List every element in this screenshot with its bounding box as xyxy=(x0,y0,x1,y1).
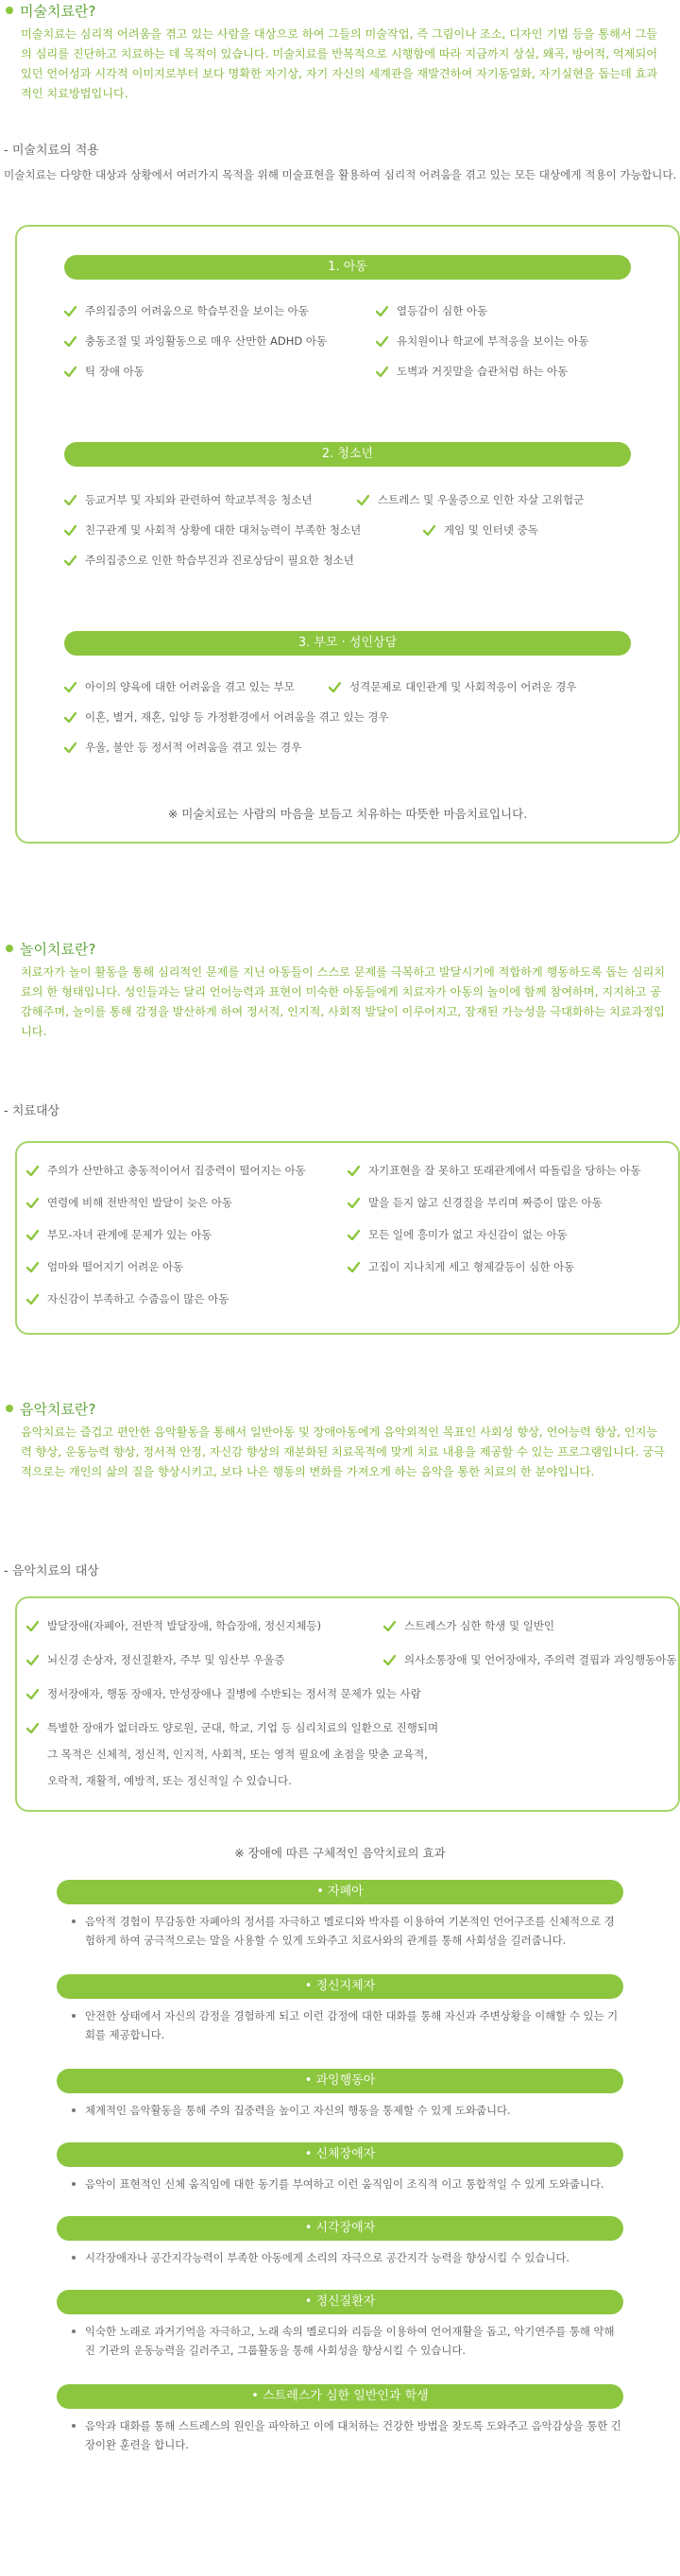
effect-pill: • 정신질환자 xyxy=(57,2290,623,2314)
check-icon xyxy=(26,1655,39,1665)
check-icon xyxy=(26,1262,39,1272)
list-item: 스트레스 및 우울증으로 인한 자살 고위험군 xyxy=(357,491,584,508)
list-item: 엄마와 떨어지기 어려운 아동 xyxy=(26,1258,183,1275)
effect-pill: • 자폐아 xyxy=(57,1880,623,1904)
effect-pill: • 시각장애자 xyxy=(57,2216,623,2241)
group-teen-pill-wrap xyxy=(64,442,631,467)
list-item: 아이의 양육에 대한 어려움을 겪고 있는 부모 xyxy=(64,678,295,695)
check-icon xyxy=(64,525,76,536)
effect-item xyxy=(0,2069,680,2142)
play-target-box xyxy=(15,1141,680,1335)
check-icon xyxy=(26,1166,39,1176)
check-icon xyxy=(26,1621,39,1631)
music-effects-note: ※ 장애에 따른 구체적인 음악치료의 효과 xyxy=(234,1846,446,1860)
list-item: 열등감이 심한 아동 xyxy=(376,302,487,319)
effect-item xyxy=(0,1974,680,2069)
check-icon xyxy=(64,742,76,753)
check-icon xyxy=(348,1262,360,1272)
list-item-continued: 오락적, 재활적, 예방적, 또는 정신적일 수 있습니다. xyxy=(47,1774,292,1787)
music-target xyxy=(0,1562,680,1581)
check-icon xyxy=(329,682,341,692)
effect-item xyxy=(0,2290,680,2384)
check-icon xyxy=(376,336,388,347)
check-icon xyxy=(26,1689,39,1699)
check-icon xyxy=(383,1655,396,1665)
effect-text: 음악이 표현적인 신체 움직임에 대한 동기를 부여하고 이런 움직임이 조직적 이고 통합적일 수 있게 도와줍니다. xyxy=(57,2175,623,2193)
group-child-pill-wrap xyxy=(64,255,631,280)
play-target-title: - 치료대상 xyxy=(4,1104,60,1118)
list-item: 부모-자녀 관계에 문제가 있는 아동 xyxy=(26,1226,212,1243)
effect-pill: • 스트레스가 심한 일반인과 학생 xyxy=(57,2384,623,2409)
list-item: 고집이 지나치게 세고 형제갈등이 심한 아동 xyxy=(348,1258,574,1275)
music-intro: 음악치료는 즐겁고 편안한 음악활동을 통해서 일반아동 및 장애아동에게 음악외적인 목표인 사회성 향상, 언어능력 향상, 인지능력 향상, 운동능력 향상, 정서적 안정, 자신감 향상의 재분화된 치료목적에 맞게 치료 내용을 제공할 수 있는 프로그램입니다. 궁극적으로는 개인의 삶의 질을 향상시키고, 보다 나은 행동의 변화를 가져오게 하는 음악을 통한 치료의 한 분야입니다. xyxy=(21,1425,665,1478)
group-pill-child: 1. 아동 xyxy=(64,255,631,280)
check-icon xyxy=(348,1166,360,1176)
effect-item xyxy=(0,2384,680,2479)
effect-item xyxy=(0,1880,680,1974)
check-icon xyxy=(64,712,76,723)
music-title-text: 음악치료란? xyxy=(20,1400,96,1418)
art-intro: 미술치료는 심리적 어려움을 겪고 있는 사람을 대상으로 하여 그들의 미술작업, 즉 그림이나 조소, 디자인 기법 등을 통해서 그들의 심리를 진단하고 치료하는 데 목적이 있습니다. 미술치료를 반복적으로 시행함에 따라 지금까지 상실, 왜곡, 방어적, 억제되어 있던 언어성과 시각적 이미지로부터 보다 명확한 자기상, 자기 자신의 세계관을 재발견하여 자기동일화, 자기실현을 돕는데 효과적인 치료방법입니다. xyxy=(21,27,658,100)
play-intro: 치료자가 놀이 활동을 통해 심리적인 문제를 지닌 아동들이 스스로 문제를 극복하고 발달시기에 적합하게 행동하도록 돕는 심리치료의 한 형태입니다. 성인들과는 달리 언어능력과 표현이 미숙한 아동들에게 치료자가 아동의 놀이에 함께 참여하며, 지지하고 공감해주며, 놀이를 통해 감정을 발산하게 하여 정서적, 인지적, 사회적 발달이 이루어지고, 잠재된 가능성을 극대화하는 치료과정입니다. xyxy=(21,965,666,1038)
check-icon xyxy=(64,367,76,377)
art-apply xyxy=(0,142,680,183)
art-apply-desc: 미술치료는 다양한 대상과 상황에서 여러가지 목적을 위해 미술표현을 활용하여 심리적 어려움을 겪고 있는 모든 대상에게 적용이 가능합니다. xyxy=(4,168,677,181)
list-item: 뇌신경 손상자, 정신질환자, 주부 및 임산부 우울증 xyxy=(26,1651,284,1668)
music-target-box xyxy=(15,1596,680,1812)
effect-text: 시각장애자나 공간지각능력이 부족한 아동에게 소리의 자극으로 공간지각 능력을 향상시킬 수 있습니다. xyxy=(57,2248,623,2267)
list-item: 스트레스가 심한 학생 및 일반인 xyxy=(383,1617,554,1634)
list-item: 유치원이나 학교에 부적응을 보이는 아동 xyxy=(376,333,588,350)
check-icon xyxy=(26,1198,39,1208)
art-apply-title: - 미술치료의 적용 xyxy=(4,144,99,158)
list-item-continued: 그 목적은 신체적, 정신적, 인지적, 사회적, 또는 영적 필요에 초점을 맞춘 교육적, xyxy=(47,1748,428,1761)
list-item: 주의집중의 어려움으로 학습부진을 보이는 아동 xyxy=(64,302,309,319)
list-item: 충동조절 및 과잉활동으로 매우 산만한 ADHD 아동 xyxy=(64,333,327,350)
group-pill-teen: 2. 청소년 xyxy=(64,442,631,467)
list-item: 게임 및 인터넷 중독 xyxy=(423,521,538,538)
bullet-dot-icon xyxy=(6,7,13,14)
effect-text: 체계적인 음악활동을 통해 주의 집중력을 높이고 자신의 행동을 통제할 수 있게 도와줍니다. xyxy=(57,2101,623,2120)
play-section-title xyxy=(0,938,680,959)
check-icon xyxy=(26,1294,39,1305)
check-icon xyxy=(26,1230,39,1240)
list-item: 특별한 장애가 없더라도 양로원, 군대, 학교, 기업 등 심리치료의 일환으로 진행되며 xyxy=(26,1719,438,1736)
effect-item xyxy=(0,2142,680,2216)
list-item: 도벽과 거짓말을 습관처럼 하는 아동 xyxy=(376,363,568,380)
check-icon xyxy=(348,1198,360,1208)
effect-text: 익숙한 노래로 과거기억을 자극하고, 노래 속의 멜로디와 리듬을 이용하여 언어재활을 돕고, 악기연주를 통해 약해진 기관의 운동능력을 길러주고, 그룹활동을 통해 사회성을 향상시킬 수 있습니다. xyxy=(57,2322,623,2360)
list-item: 우울, 불안 등 정서적 어려움을 겪고 있는 경우 xyxy=(64,739,301,756)
music-section-title xyxy=(0,1398,680,1419)
check-icon xyxy=(423,525,435,536)
list-item: 성격문제로 대인관계 및 사회적응이 어려운 경우 xyxy=(329,678,576,695)
art-target-box xyxy=(15,225,680,844)
bullet-dot-icon xyxy=(6,945,13,952)
play-section xyxy=(0,938,680,1042)
check-icon xyxy=(64,306,76,316)
check-icon xyxy=(64,555,76,566)
list-item: 의사소통장애 및 언어장애자, 주의력 결핍과 과잉행동아동 xyxy=(383,1651,677,1668)
check-icon xyxy=(64,336,76,347)
list-item: 이혼, 별거, 재혼, 입양 등 가정환경에서 어려움을 겪고 있는 경우 xyxy=(64,708,389,725)
art-title-text: 미술치료란? xyxy=(20,2,96,20)
list-item: 연령에 비해 전반적인 발달이 늦은 아동 xyxy=(26,1194,232,1211)
group-parent-pill-wrap xyxy=(64,631,631,656)
music-target-title: - 음악치료의 대상 xyxy=(4,1564,99,1578)
list-item: 주의가 산만하고 충동적이어서 집중력이 떨어지는 아동 xyxy=(26,1162,306,1179)
check-icon xyxy=(64,682,76,692)
group-pill-parent: 3. 부모 · 성인상담 xyxy=(64,631,631,656)
play-title-text: 놀이치료란? xyxy=(20,940,96,958)
list-item: 자기표현을 잘 못하고 또래관계에서 따돌림을 당하는 아동 xyxy=(348,1162,641,1179)
effects-list xyxy=(0,1880,680,2479)
effect-pill: • 신체장애자 xyxy=(57,2142,623,2167)
list-item: 등교거부 및 자퇴와 관련하여 학교부적응 청소년 xyxy=(64,491,312,508)
check-icon xyxy=(383,1621,396,1631)
check-icon xyxy=(357,495,369,505)
check-icon xyxy=(376,306,388,316)
bullet-dot-icon xyxy=(6,1405,13,1412)
effect-pill: • 과잉행동아 xyxy=(57,2069,623,2093)
list-item: 정서장애자, 행동 장애자, 만성장애나 질병에 수반되는 정서적 문제가 있는 사람 xyxy=(26,1685,421,1702)
check-icon xyxy=(64,495,76,505)
list-item: 모든 일에 흥미가 없고 자신감이 없는 아동 xyxy=(348,1226,568,1243)
list-item: 주의집중으로 인한 학습부진과 진로상담이 필요한 청소년 xyxy=(64,552,354,569)
check-icon xyxy=(26,1723,39,1733)
art-section-title xyxy=(0,0,680,21)
art-note: ※ 미술치료는 사람의 마음을 보듬고 치유하는 따뜻한 마음치료입니다. xyxy=(167,807,528,821)
list-item: 틱 장애 아동 xyxy=(64,363,144,380)
art-section xyxy=(0,0,680,104)
effect-text: 음악적 경험이 무감동한 자폐아의 정서를 자극하고 멜로디와 박자를 이용하여 기본적인 언어구조를 신체적으로 경험하게 하여 궁극적으로는 말을 사용할 수 있게 도와주고 치료사와의 관계를 통해 사회성을 길러줍니다. xyxy=(57,1912,623,1950)
music-section xyxy=(0,1398,680,1482)
check-icon xyxy=(348,1230,360,1240)
effect-text: 음악과 대화를 통해 스트레스의 원인을 파악하고 이에 대처하는 건강한 방법을 찾도록 도와주고 음악감상을 통한 긴장이완 훈련을 합니다. xyxy=(57,2416,623,2454)
check-icon xyxy=(376,367,388,377)
list-item: 말을 듣지 않고 신경질을 부리며 짜증이 많은 아동 xyxy=(348,1194,603,1211)
play-target xyxy=(0,1102,680,1121)
list-item: 발달장애(자폐아, 전반적 발달장애, 학습장애, 정신지체등) xyxy=(26,1617,321,1634)
effect-item xyxy=(0,2216,680,2290)
effect-pill: • 정신지체자 xyxy=(57,1974,623,1999)
list-item: 자신감이 부족하고 수줍음이 많은 아동 xyxy=(26,1290,229,1307)
list-item: 친구관계 및 사회적 상황에 대한 대처능력이 부족한 청소년 xyxy=(64,521,361,538)
effect-text: 안전한 상태에서 자신의 감정을 경험하게 되고 이런 감정에 대한 대화를 통해 자신과 주변상황을 이해할 수 있는 기회를 제공합니다. xyxy=(57,2006,623,2044)
